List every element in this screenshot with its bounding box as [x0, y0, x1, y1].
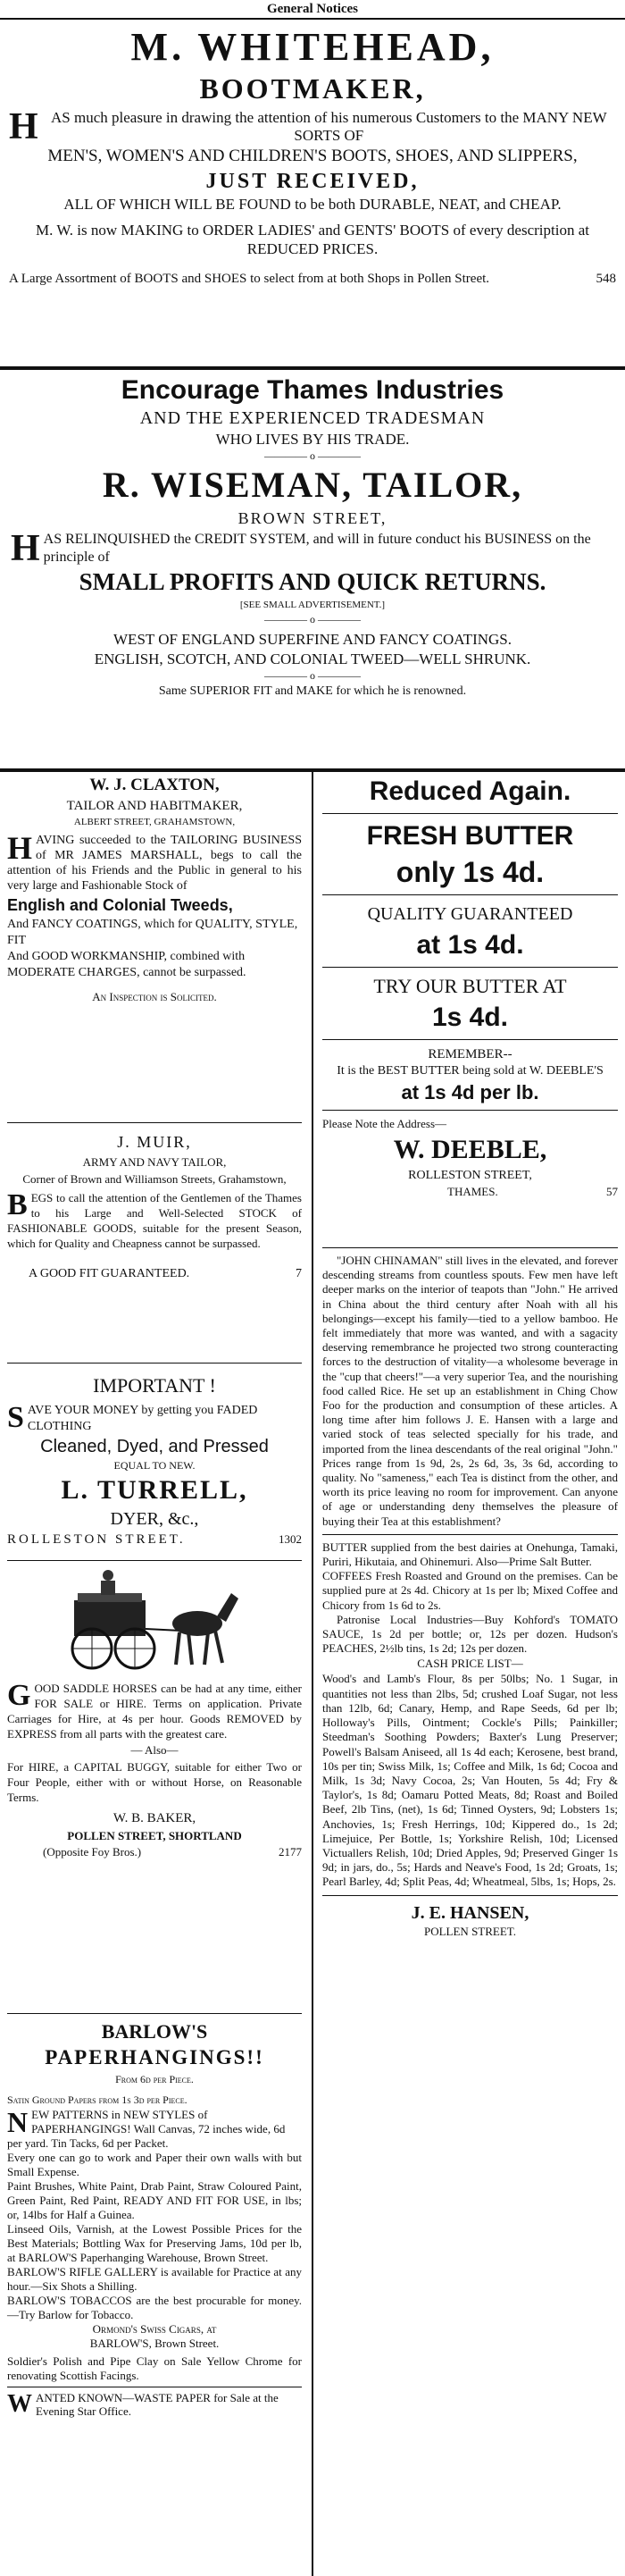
deeble-quality: QUALITY GUARANTEED: [367, 904, 573, 924]
claxton-stock: English and Colonial Tweeds,: [7, 896, 233, 914]
left-column: [0, 774, 309, 2418]
deeble-try: TRY OUR BUTTER AT: [373, 975, 567, 997]
claxton-coatings: And FANCY COATINGS, which for QUALITY, STYLE, FIT: [7, 918, 298, 947]
barlow-advert: [7, 2019, 302, 2418]
claxton-name: W. J. CLAXTON,: [89, 776, 220, 794]
turrell-equal: EQUAL TO NEW.: [113, 1459, 196, 1472]
wiseman-see: [SEE SMALL ADVERTISEMENT.]: [239, 600, 386, 610]
barlow-cigars2: BARLOW'S, Brown Street.: [89, 2337, 220, 2350]
hansen-patronise: Patronise Local Industries—Buy Kohford's TOMATO SAUCE, 1s 2d per bottle; or, 12s per dozen. Hudson's PEACHES, 2½lb tins, 1s 2d; 12s per dozen.: [322, 1612, 618, 1656]
turrell-advert: [7, 1372, 302, 1560]
wiseman-dropcap: H: [11, 528, 40, 569]
baker-dropcap: G: [7, 1679, 31, 1712]
claxton-advert: [7, 774, 302, 1122]
hansen-street: POLLEN STREET.: [423, 1924, 517, 1938]
barlow-cigars: Ormond's Swiss Cigars, at: [92, 2322, 217, 2336]
baker-address: POLLEN STREET, SHORTLAND: [67, 1829, 242, 1842]
claxton-trade: TAILOR AND HABITMAKER,: [66, 799, 243, 813]
turrell-important: IMPORTANT !: [93, 1374, 216, 1397]
claxton-dropcap: H: [7, 830, 33, 866]
wiseman-sub1: AND THE EXPERIENCED TRADESMAN: [139, 408, 486, 428]
wiseman-cloth1: WEST OF ENGLAND SUPERFINE AND FANCY COATINGS.: [113, 631, 512, 648]
wiseman-street: BROWN STREET,: [238, 509, 388, 527]
whitehead-name: M. WHITEHEAD,: [130, 25, 495, 69]
deeble-number: 57: [606, 1185, 618, 1198]
wiseman-ornament-3: ———— o ————: [264, 669, 361, 682]
baker-buggy: For HIRE, a CAPITAL BUGGY, suitable for either Two or Four People, either with or without Horse, on Reasonable Terms.: [7, 1760, 302, 1804]
barlow-rifle: BARLOW'S RIFLE GALLERY is available for Practice at any hour.—Six Shots a Shilling.: [7, 2265, 302, 2293]
deeble-only: only 1s 4d.: [396, 856, 545, 888]
muir-name: J. MUIR,: [117, 1133, 192, 1151]
deeble-advert: [322, 774, 618, 1247]
wiseman-advert: [0, 373, 625, 765]
barlow-polish: Soldier's Polish and Pipe Clay on Sale Yellow Chrome for renovating Scottish Facings.: [7, 2354, 302, 2382]
turrell-clean: Cleaned, Dyed, and Pressed: [40, 1437, 269, 1456]
barlow-oils: Linseed Oils, Varnish, at the Lowest Possible Prices for the Best Materials; Bottling Wax for Preserving Jams, 10d per lb, at BARLOW'S Paperhanging Warehouse, Brown Street.: [7, 2222, 302, 2264]
muir-address: Corner of Brown and Williamson Streets, Grahamstown,: [22, 1172, 287, 1186]
wiseman-intro: AS RELINQUISHED the CREDIT SYSTEM, and will in future conduct his BUSINESS on the principle of: [43, 532, 591, 565]
deeble-best: It is the BEST BUTTER being sold at W. DEEBLE'S: [337, 1064, 604, 1078]
deeble-remember: REMEMBER--: [428, 1047, 512, 1061]
claxton-work: And GOOD WORKMANSHIP, combined with MODERATE CHARGES, cannot be surpassed.: [7, 950, 246, 979]
page-title: General Notices: [266, 2, 359, 16]
baker-intro: OOD SADDLE HORSES can be had at any time, either FOR SALE or HIRE. Terms on application. Private Carriages for Hire, at 4s per hour. Goods REMOVED by EXPRESS from all parts with the greatest care.: [7, 1682, 302, 1741]
turrell-name: L. TURRELL,: [61, 1475, 248, 1505]
barlow-wanted-dropcap: W: [7, 2390, 32, 2418]
barlow-satin: Satin Ground Papers from 1s 3d per Piece.: [7, 2094, 188, 2106]
barlow-new: EW PATTERNS in NEW STYLES of PAPERHANGINGS! Wall Canvas, 72 inches wide, 6d per yard. Tin Tacks, 6d per Packet.: [7, 2108, 286, 2150]
baker-advert: [7, 1566, 302, 2013]
deeble-name: W. DEEBLE,: [393, 1135, 547, 1164]
baker-opposite: (Opposite Foy Bros.): [43, 1845, 142, 1859]
barlow-paint: Paint Brushes, White Paint, Drab Paint, Straw Coloured Paint, Green Paint, Red Paint, READY AND FIT FOR USE, in lbs; or, 14lbs for Half a Guinea.: [7, 2179, 302, 2221]
deeble-try-price: 1s 4d.: [431, 1003, 509, 1032]
hansen-name: J. E. HANSEN,: [411, 1902, 529, 1923]
hansen-coffees: COFFEES Fresh Roasted and Ground on the premises. Can be supplied pure at 2s 4d. Chicory at 1s per lb; Mixed Coffee and Chicory from 1s 6d to 2s.: [322, 1569, 618, 1612]
barlow-name: BARLOW'S: [101, 2020, 208, 2043]
column-divider: [312, 772, 313, 2576]
turrell-intro: AVE YOUR MONEY by getting you FADED CLOTHING: [27, 1404, 258, 1433]
hansen-prices: Wood's and Lamb's Flour, 8s per 50lbs; No. 1 Sugar, in quantities not less than 2lbs, 5d; crushed Loaf Sugar, not less than 12lb, 6d; Canary, Hemp, and Rape Seeds, 6d per lb; Holloway's Pills, Ointment; Cockle's Pills; Painkiller; Steedman's Soothing Powders; Baxter's Lung Preserver; Powell's Balsam Aniseed, all 1s 4d each; Kerosene, best brand, 10s per tin; Swiss Milk, 1s; Coffee and Milk, 1s 6d; Cocoa and Milk, 1s 3d; Navy Cocoa, 2s; Van Houten, 5s 4d; Fry & Taylor's, 1s 8d; Oamaru Potted Meats, 8d; Roast and Boiled Beef, 2lb Tins, (net), 1s 6d; Tinned Oysters, 9d; Lobsters 1s; Anchovies, 1s; Fresh Herrings, 10d; Kippered do., 1s 2d; Limejuice, Per Bottle, 1s; Yorkshire Relish, 10d; Licensed Victuallers Relish, 10d; Dried Apples, 9d; Preserved Ginger 1s 9d; in jars, do., 5s; Hards and Neave's Food, 1s 2d; Groats, 1s; Pearl Barley, 4d; Split Peas, 4d; Wheatmeal, 5lbs, 1s; Hops, 2s.: [322, 1672, 618, 1889]
barlow-dropcap: N: [7, 2106, 29, 2138]
whitehead-assortment: A Large Assortment of BOOTS and SHOES to select from at both Shops in Pollen Street.: [9, 272, 490, 286]
whitehead-quality: ALL OF WHICH WILL BE FOUND to be both DURABLE, NEAT, and CHEAP.: [63, 196, 562, 213]
turrell-street: ROLLESTON STREET.: [7, 1532, 186, 1547]
deeble-street: ROLLESTON STREET,: [408, 1169, 532, 1182]
barlow-every: Every one can go to work and Paper their own walls with but Small Expense.: [7, 2151, 302, 2178]
barlow-wanted: ANTED KNOWN—WASTE PAPER for Sale at the Evening Star Office.: [36, 2391, 279, 2418]
claxton-inspection: An Inspection is Solicited.: [92, 990, 217, 1003]
turrell-number: 1302: [279, 1532, 302, 1546]
hansen-cash: CASH PRICE LIST—: [417, 1657, 523, 1671]
wiseman-fit: Same SUPERIOR FIT and MAKE for which he is renowned.: [158, 684, 467, 698]
whitehead-intro: AS much pleasure in drawing the attention of his numerous Customers to the MANY NEW SORTS OF: [51, 109, 607, 144]
deeble-reduced: Reduced Again.: [369, 776, 571, 806]
muir-advert: [7, 1130, 302, 1363]
wiseman-ornament-2: ———— o ————: [264, 613, 361, 625]
muir-fit: A GOOD FIT GUARANTEED.: [29, 1267, 190, 1280]
hansen-chinaman: "JOHN CHINAMAN" still lives in the elevated, and forever descending streams from countless spouts. Few men have left deeper marks on the interior of teapots than "John." He arrived in China about the third century after Noah with all his belongings—except his family—tied to a yellow bamboo. He felt immediately that more was wanted, and with a sagacity deserving remembrance he projected two strong counteracting forces to the destruction of vitality—a wholesome beverage in the "cup that cheers!"—a very superior Tea, and the nourishing food called Rice. He set up an establishment in Ching Chow Foo for the production and consumption of these articles. A long time after him follows J. E. Hansen with a large and varied stock of teas selected specially for his trade, and imported from the linea descendants of the real original "John." Prices range from 1s 9d, 2s, 2s 6d, 3s, 3s 6d, according to quality. No "sameness," each Tea is distinct from the other, and worth its price leaving no room for improvement. Can anyone of age or understanding deny themselves the pleasure of buying their Tea at this establishment?: [322, 1254, 618, 1528]
wiseman-cloth2: ENGLISH, SCOTCH, AND COLONIAL TWEED—WELL SHRUNK.: [94, 650, 531, 667]
turrell-trade: DYER, &c.,: [110, 1509, 199, 1529]
deeble-note: Please Note the Address—: [322, 1117, 447, 1130]
horse-carriage-icon: [65, 1566, 244, 1674]
whitehead-advert: [0, 23, 625, 361]
barlow-tobacco: BARLOW'S TOBACCOS are the best procurable for money.—Try Barlow for Tobacco.: [7, 2294, 302, 2321]
deeble-per-lb: at 1s 4d per lb.: [401, 1081, 539, 1103]
whitehead-making: M. W. is now MAKING to ORDER LADIES' and GENTS' BOOTS of every description at REDUCED PRICES.: [36, 222, 589, 257]
wiseman-name: R. WISEMAN, TAILOR,: [102, 465, 523, 505]
muir-trade: ARMY AND NAVY TAILOR,: [82, 1155, 227, 1169]
muir-intro: EGS to call the attention of the Gentlemen of the Thames to his Large and Well-Selected STOCK of FASHIONABLE GOODS, suitable for the present Season, which for Quality and Cheapness cannot be surpassed.: [7, 1191, 302, 1250]
hansen-butter: BUTTER supplied from the best dairies at Onehunga, Tamaki, Puriri, Hikutaia, and Ohinemuri. Also—Prime Salt Butter.: [322, 1540, 618, 1569]
muir-number: 7: [296, 1267, 302, 1280]
claxton-intro: AVING succeeded to the TAILORING BUSINESS of MR JAMES MARSHALL, begs to call the attention of his Friends and the Public in general to his very large and Fashionable Stock of: [7, 834, 302, 893]
wiseman-heading: Encourage Thames Industries: [121, 375, 504, 405]
whitehead-trade: BOOTMAKER,: [199, 72, 426, 105]
turrell-dropcap: S: [7, 1401, 24, 1434]
hansen-advert: [322, 1254, 618, 1939]
whitehead-received: JUST RECEIVED,: [205, 170, 420, 193]
claxton-address: ALBERT STREET, GRAHAMSTOWN,: [73, 817, 236, 827]
wiseman-ornament: ———— o ————: [264, 449, 361, 462]
whitehead-number: 548: [596, 272, 616, 286]
deeble-at: at 1s 4d.: [416, 930, 524, 960]
right-column: [315, 774, 625, 1939]
barlow-heading: PAPERHANGINGS!!: [45, 2046, 264, 2068]
whitehead-dropcap: H: [9, 106, 38, 147]
baker-name: W. B. BAKER,: [112, 1811, 196, 1825]
whitehead-goods: MEN'S, WOMEN'S AND CHILDREN'S BOOTS, SHOES, AND SLIPPERS,: [47, 147, 578, 165]
baker-number: 2177: [279, 1845, 302, 1859]
muir-dropcap: B: [7, 1188, 28, 1221]
wiseman-sub2: WHO LIVES BY HIS TRADE.: [215, 431, 410, 448]
baker-also: — Also—: [130, 1743, 179, 1757]
barlow-from: From 6d per Piece.: [115, 2073, 194, 2085]
deeble-fresh: FRESH BUTTER: [366, 821, 574, 851]
deeble-town: THAMES.: [447, 1185, 498, 1198]
wiseman-slogan: SMALL PROFITS AND QUICK RETURNS.: [79, 568, 546, 595]
